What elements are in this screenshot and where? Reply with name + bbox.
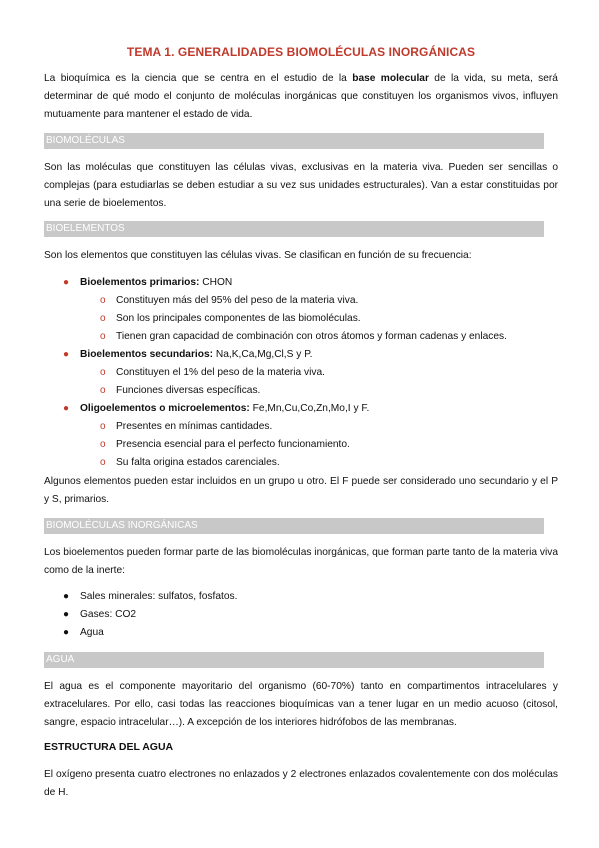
group-label: Bioelementos secundarios: (80, 349, 214, 360)
list-item-group (44, 400, 558, 418)
intro-bold-term: base molecular (352, 73, 429, 84)
section-header-agua: AGUA (44, 652, 544, 668)
list-item-text: Presencia esencial para el perfecto funcionamiento. (116, 439, 350, 450)
list-item (44, 310, 558, 328)
circle-bullet-icon: o (100, 439, 106, 450)
intro-text-start: La bioquímica es la ciencia que se centra en el estudio de la (44, 73, 353, 84)
group-label: Bioelementos primarios: (80, 277, 200, 288)
bioelementos-paragraph: Son los elementos que constituyen las células vivas. Se clasifican en función de su frecuencia: (44, 250, 472, 261)
circle-bullet-icon: o (100, 421, 106, 432)
estructura-heading: ESTRUCTURA DEL AGUA (44, 741, 174, 753)
bullet-icon: ● (63, 403, 70, 414)
circle-bullet-icon: o (100, 457, 106, 468)
list-item-text: Funciones diversas específicas. (116, 385, 261, 396)
bullet-icon: ● (63, 627, 70, 638)
list-item-text: Presentes en mínimas cantidades. (116, 421, 273, 432)
inorganicas-paragraph: Los bioelementos pueden formar parte de las biomoléculas inorgánicas, que forman parte tanto de la materia viva como de la inerte: (44, 547, 558, 576)
circle-bullet-icon: o (100, 313, 106, 324)
estructura-paragraph: El oxígeno presenta cuatro electrones no enlazados y 2 electrones enlazados covalentemente con dos moléculas de H. (44, 769, 558, 798)
bullet-icon: ● (63, 609, 70, 620)
circle-bullet-icon: o (100, 367, 106, 378)
list-item-text: Constituyen el 1% del peso de la materia viva. (116, 367, 325, 378)
list-item (44, 454, 558, 472)
list-item (44, 606, 558, 624)
section-header-inorganicas: BIOMOLÉCULAS INORGÁNICAS (44, 518, 544, 534)
list-item (44, 588, 558, 606)
algunos-paragraph: Algunos elementos pueden estar incluidos en un grupo u otro. El F puede ser considerado uno secundario y el P y S, primarios. (44, 476, 558, 505)
circle-bullet-icon: o (100, 331, 106, 342)
list-item-text: Agua (80, 627, 104, 638)
list-item-text: Son los principales componentes de las biomoléculas. (116, 313, 361, 324)
circle-bullet-icon: o (100, 295, 106, 306)
group-label: Oligoelementos o microelementos: (80, 403, 250, 414)
list-item-group (44, 346, 558, 364)
list-item-text: Su falta origina estados carenciales. (116, 457, 280, 468)
section-header-biomoleculas: BIOMOLÉCULAS (44, 133, 544, 149)
page-title: TEMA 1. GENERALIDADES BIOMOLÉCULAS INORGÁNICAS (126, 45, 476, 59)
list-item-text: Tienen gran capacidad de combinación con otros átomos y forman cadenas y enlaces. (116, 331, 507, 342)
list-item-text: Gases: CO2 (80, 609, 137, 620)
bullet-icon: ● (63, 277, 70, 288)
inorganicas-list (44, 588, 558, 642)
list-item-group (44, 274, 558, 292)
bioelementos-list (44, 274, 558, 472)
group-value: Na,K,Ca,Mg,Cl,S y P. (213, 349, 313, 360)
intro-paragraph (44, 70, 558, 124)
agua-paragraph: El agua es el componente mayoritario del organismo (60-70%) tanto en compartimentos intracelulares y extracelulares. Por ello, casi todas las reacciones bioquímicas van a tener lugar en un medio acuoso (citosol, sangre, espacio intracelular…). A excepción de los interiores hidrófobos de las membranas. (44, 681, 558, 728)
group-value: Fe,Mn,Cu,Co,Zn,Mo,I y F. (249, 403, 370, 414)
group-value: CHON (199, 277, 233, 288)
list-item (44, 418, 558, 436)
section-header-bioelementos: BIOELEMENTOS (44, 221, 544, 237)
list-item (44, 364, 558, 382)
list-item (44, 328, 558, 346)
list-item (44, 382, 558, 400)
list-item (44, 624, 558, 642)
list-item (44, 292, 558, 310)
bullet-icon: ● (63, 591, 70, 602)
list-item (44, 436, 558, 454)
intro-text-end: de la vida, su meta, será determinar de qué modo el conjunto de moléculas inorgánicas que constituyen los organismos vivos, influyen mutuamente para mantener el estado de vida. (44, 73, 558, 120)
bullet-icon: ● (63, 349, 70, 360)
circle-bullet-icon: o (100, 385, 106, 396)
list-item-text: Sales minerales: sulfatos, fosfatos. (80, 591, 238, 602)
list-item-text: Constituyen más del 95% del peso de la materia viva. (116, 295, 359, 306)
biomoleculas-paragraph: Son las moléculas que constituyen las células vivas, exclusivas en la materia viva. Pueden ser sencillas o complejas (para estudiarlas se deben estudiar a su vez sus unidades estructurales). Van a estar constituidas por una serie de bioelementos. (44, 162, 558, 209)
